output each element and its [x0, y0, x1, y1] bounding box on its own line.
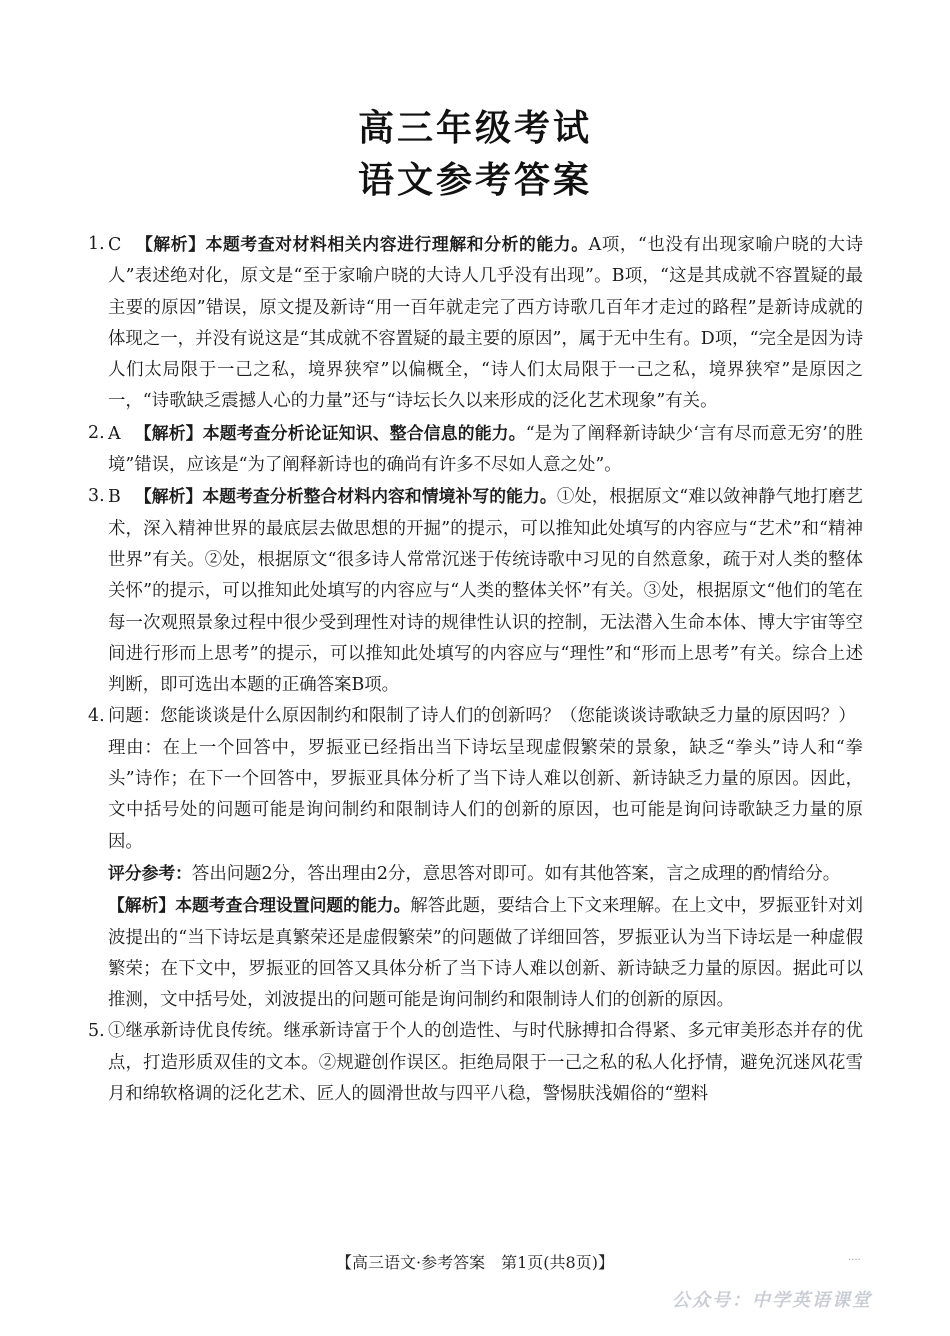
question-4-analysis — [108, 890, 863, 1016]
question-1-number: 1. — [88, 234, 105, 254]
question-3-text: ①处，根据原文“难以敛神静气地打磨艺术，深入精神世界的最底层去做思想的开掘”的提示，可以推知此处填写的内容应与“艺术”和“精神世界”有关。②处，根据原文“很多诗人常常沉迷于传统诗歌中习见的自然意象，疏于对人类的整体关怀”的提示，可以推知此处填写的内容应与“人类的整体关怀”有关。③处，根据原文“他们的笔在每一次观照景象过程中很少受到理性对诗的规律性认识的控制，无法潜入生命本体、博大宇宙等空间进行形而上思考”的提示，可以推知此处填写的内容应与“理性”和“形而上思考”有关。综合上述判断，即可选出本题的正确答案B项。 — [108, 487, 863, 696]
question-5 — [88, 1016, 863, 1110]
question-4-score-text: 答出问题2分，答出理由2分，意思答对即可。如有其他答案，言之成理的酌情给分。 — [191, 863, 841, 884]
question-2-number: 2. — [88, 422, 105, 443]
question-4-number: 4. — [88, 706, 105, 727]
question-4-score-label: 评分参考： — [108, 862, 192, 883]
question-1-analysis-label: 【解析】本题考查对材料相关内容进行理解和分析的能力。 — [135, 234, 589, 254]
question-4-reason: 理由：在上一个回答中，罗振亚已经指出当下诗坛呈现虚假繁荣的景象，缺乏“拳头”诗人和“拳头”诗作；在下一个回答中，罗振亚具体分析了当下诗人难以创新、新诗缺乏力量的原因。因此，文中括号处的问题可能是询问制约和限制诗人们的创新的原因，也可能是询问诗歌缺乏力量的原因。 — [108, 737, 863, 852]
question-3 — [88, 481, 863, 701]
question-4-scoring — [108, 858, 863, 890]
page-footer: 【高三语文·参考答案 第1页(共8页)】 — [336, 1253, 614, 1272]
question-4-analysis-label: 【解析】本题考查合理设置问题的能力。 — [108, 895, 411, 916]
question-4 — [88, 701, 863, 732]
question-4-question: 问题：您能谈谈是什么原因制约和限制了诗人们的创新吗？（您能谈谈诗歌缺乏力量的原因吗？） — [108, 706, 856, 727]
question-2 — [88, 418, 863, 482]
question-3-number: 3. — [88, 486, 105, 507]
question-5-text: ①继承新诗优良传统。继承新诗富于个人的创造性、与时代脉搏扣合得紧、多元审美形态并存的优点，打造形质双佳的文本。②规避创作误区。拒绝局限于一己之私的私人化抒情，避免沉迷风花雪月和绵软格调的泛化艺术、匠人的圆滑世故与四平八稳，警惕肤浅媚俗的“塑料 — [108, 1021, 863, 1105]
question-1 — [88, 229, 863, 418]
answer-content — [88, 229, 863, 1110]
question-2-text: “是为了阐释新诗缺少‘言有尽而意无穷’的胜境”错误，应该是“为了阐释新诗也的确尚有许多不尽如人意之处”。 — [108, 423, 863, 476]
question-3-analysis-label: 【解析】本题考查分析整合材料内容和情境补写的能力。 — [134, 486, 557, 507]
question-3-answer: B — [108, 487, 121, 508]
title-line-2: 语文参考答案 — [357, 160, 592, 201]
question-2-answer: A — [108, 423, 121, 444]
footer-dots: .... — [848, 1252, 861, 1263]
question-1-text: A项，“也没有出现家喻户晓的大诗人”表述绝对化，原文是“至于家喻户晓的大诗人几乎没有出现”。B项，“这是其成就不容置疑的最主要的原因”错误，原文提及新诗“用一百年就走完了西方诗歌几百年才走过的路程”是新诗成就的体现之一，并没有说这是“其成就不容置疑的最主要的原因”，属于无中生有。D项，“完全是因为诗人们太局限于一己之私，境界狭窄”以偏概全，“诗人们太局限于一己之私，境界狭窄”是原因之一，“诗歌缺乏震撼人心的力量”还与“诗坛长久以来形成的泛化艺术现象”有关。 — [108, 235, 863, 412]
question-2-analysis-label: 【解析】本题考查分析论证知识、整合信息的能力。 — [134, 422, 526, 443]
question-4-analysis-text: 解答此题，要结合上下文来理解。在上文中，罗振亚针对刘波提出的“当下诗坛是真繁荣还是虚假繁荣”的问题做了详细回答，罗振亚认为当下诗坛是一种虚假繁荣；在下文中，罗振亚的回答又具体分析了当下诗人难以创新、新诗缺乏力量的原因。据此可以推测，文中括号处，刘波提出的问题可能是询问制约和限制诗人们的创新的原因。 — [108, 896, 863, 1011]
watermark: 公众号：中学英语课堂 — [672, 1290, 872, 1311]
question-1-answer: C — [108, 235, 122, 255]
title-line-1: 高三年级考试 — [357, 108, 592, 149]
question-5-number: 5. — [88, 1021, 105, 1042]
